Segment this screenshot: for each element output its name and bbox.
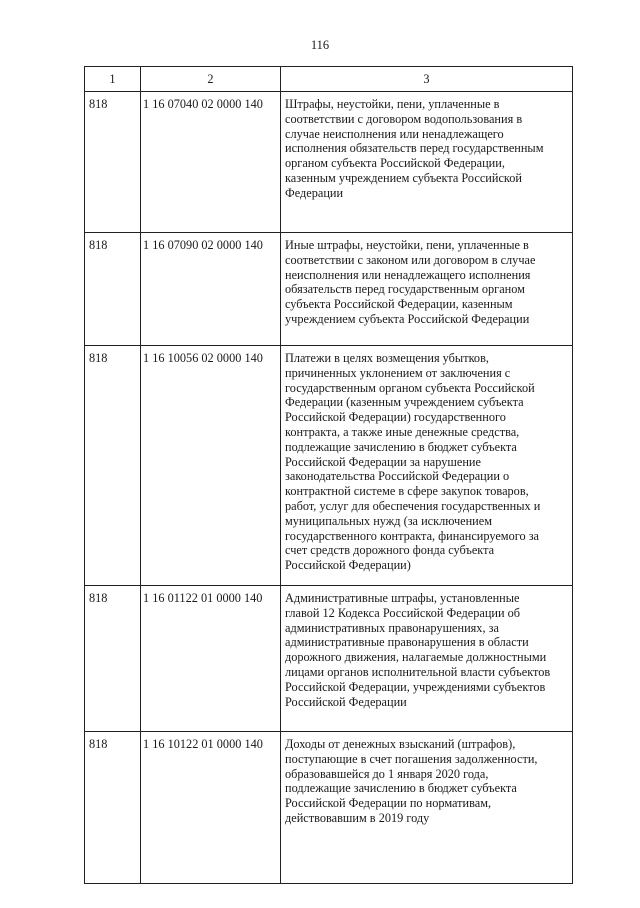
column-header-3: 3: [281, 67, 573, 92]
description-line: соответствии с договором водопользования в: [285, 111, 523, 126]
description-line: счет средств дорожного фонда субъекта: [285, 543, 495, 558]
description-line: Иные штрафы, неустойки, пени, уплаченные в: [285, 238, 529, 252]
description-line: контрактной системе в сфере закупок товаров,: [285, 484, 529, 499]
description-line: поступающие в счет погашения задолженности,: [285, 751, 538, 766]
revenue-description-cell: [281, 233, 573, 346]
description-line: Административные штрафы, установленные: [285, 591, 520, 605]
budget-classification-code-cell: 1 16 07040 02 0000 140: [141, 92, 281, 233]
description-line: Штрафы, неустойки, пени, уплаченные в: [285, 97, 500, 111]
admin-code-cell: 818: [85, 233, 141, 346]
description-line: Российской Федерации: [285, 694, 407, 709]
description-line: лицами органов исполнительной власти субъектов: [285, 664, 551, 679]
admin-code-cell: 818: [85, 732, 141, 884]
description-line: государственного контракта, финансируемого за: [285, 528, 540, 543]
admin-code-cell: 818: [85, 586, 141, 732]
description-line: казенным учреждением субъекта Российской: [285, 170, 522, 185]
description-line: действовавшим в 2019 году: [285, 810, 430, 825]
table-row: [85, 346, 573, 586]
revenue-description-cell: [281, 732, 573, 884]
admin-code-cell: 818: [85, 346, 141, 586]
description-line: Федерации: [285, 185, 344, 200]
description-line: неисполнения или ненадлежащего исполнения: [285, 267, 531, 282]
table-row: [85, 92, 573, 233]
revenue-description-cell: [281, 586, 573, 732]
description-line: исполнения обязательств перед государственным: [285, 141, 544, 156]
description-line: образовавшейся до 1 января 2020 года,: [285, 766, 489, 781]
description-line: Российской Федерации за нарушение: [285, 454, 481, 469]
description-line: работ, услуг для обеспечения государственных и: [285, 498, 541, 513]
admin-code-cell: 818: [85, 92, 141, 233]
description-line: Доходы от денежных взысканий (штрафов),: [285, 737, 516, 751]
description-line: случае неисполнения или ненадлежащего: [285, 126, 504, 141]
table-row: [85, 732, 573, 884]
description-line: административных правонарушениях, за: [285, 620, 499, 635]
table-row: [85, 586, 573, 732]
description-line: учреждением субъекта Российской Федерации: [285, 311, 530, 326]
description-line: государственным органом субъекта Российской: [285, 380, 535, 395]
description-line: Российской Федерации по нормативам,: [285, 796, 492, 811]
budget-classification-code-cell: 1 16 01122 01 0000 140: [141, 586, 281, 732]
description-line: административные правонарушения в области: [285, 635, 529, 650]
description-line: подлежащие зачислению в бюджет субъекта: [285, 781, 517, 796]
budget-classification-code-cell: 1 16 10122 01 0000 140: [141, 732, 281, 884]
revenue-classification-table: [84, 66, 573, 884]
description-line: законодательства Российской Федерации о: [285, 469, 510, 484]
column-header-1: 1: [85, 67, 141, 92]
description-line: контракта, а также иные денежные средства,: [285, 424, 520, 439]
budget-classification-code-cell: 1 16 07090 02 0000 140: [141, 233, 281, 346]
revenue-description-cell: [281, 92, 573, 233]
description-line: подлежащие зачислению в бюджет субъекта: [285, 439, 517, 454]
description-line: дорожного движения, налагаемые должностными: [285, 650, 547, 665]
description-line: Российской Федерации, учреждениями субъектов: [285, 679, 546, 694]
description-line: Российской Федерации) государственного: [285, 410, 506, 425]
table-header-row: [85, 67, 573, 92]
page-number: 116: [310, 38, 330, 52]
description-line: муниципальных нужд (за исключением: [285, 513, 492, 528]
revenue-description-cell: [281, 346, 573, 586]
table-row: [85, 233, 573, 346]
description-line: главой 12 Кодекса Российской Федерации об: [285, 605, 521, 620]
description-line: Платежи в целях возмещения убытков,: [285, 351, 489, 365]
description-line: соответствии с законом или договором в случае: [285, 252, 536, 267]
description-line: субъекта Российской Федерации, казенным: [285, 297, 513, 312]
column-header-2: 2: [141, 67, 281, 92]
description-line: Федерации (казенным учреждением субъекта: [285, 395, 524, 410]
budget-classification-code-cell: 1 16 10056 02 0000 140: [141, 346, 281, 586]
description-line: Российской Федерации): [285, 558, 411, 573]
description-line: обязательств перед государственным органом: [285, 282, 525, 297]
description-line: органом субъекта Российской Федерации,: [285, 156, 505, 171]
description-line: причиненных уклонением от заключения с: [285, 365, 511, 380]
